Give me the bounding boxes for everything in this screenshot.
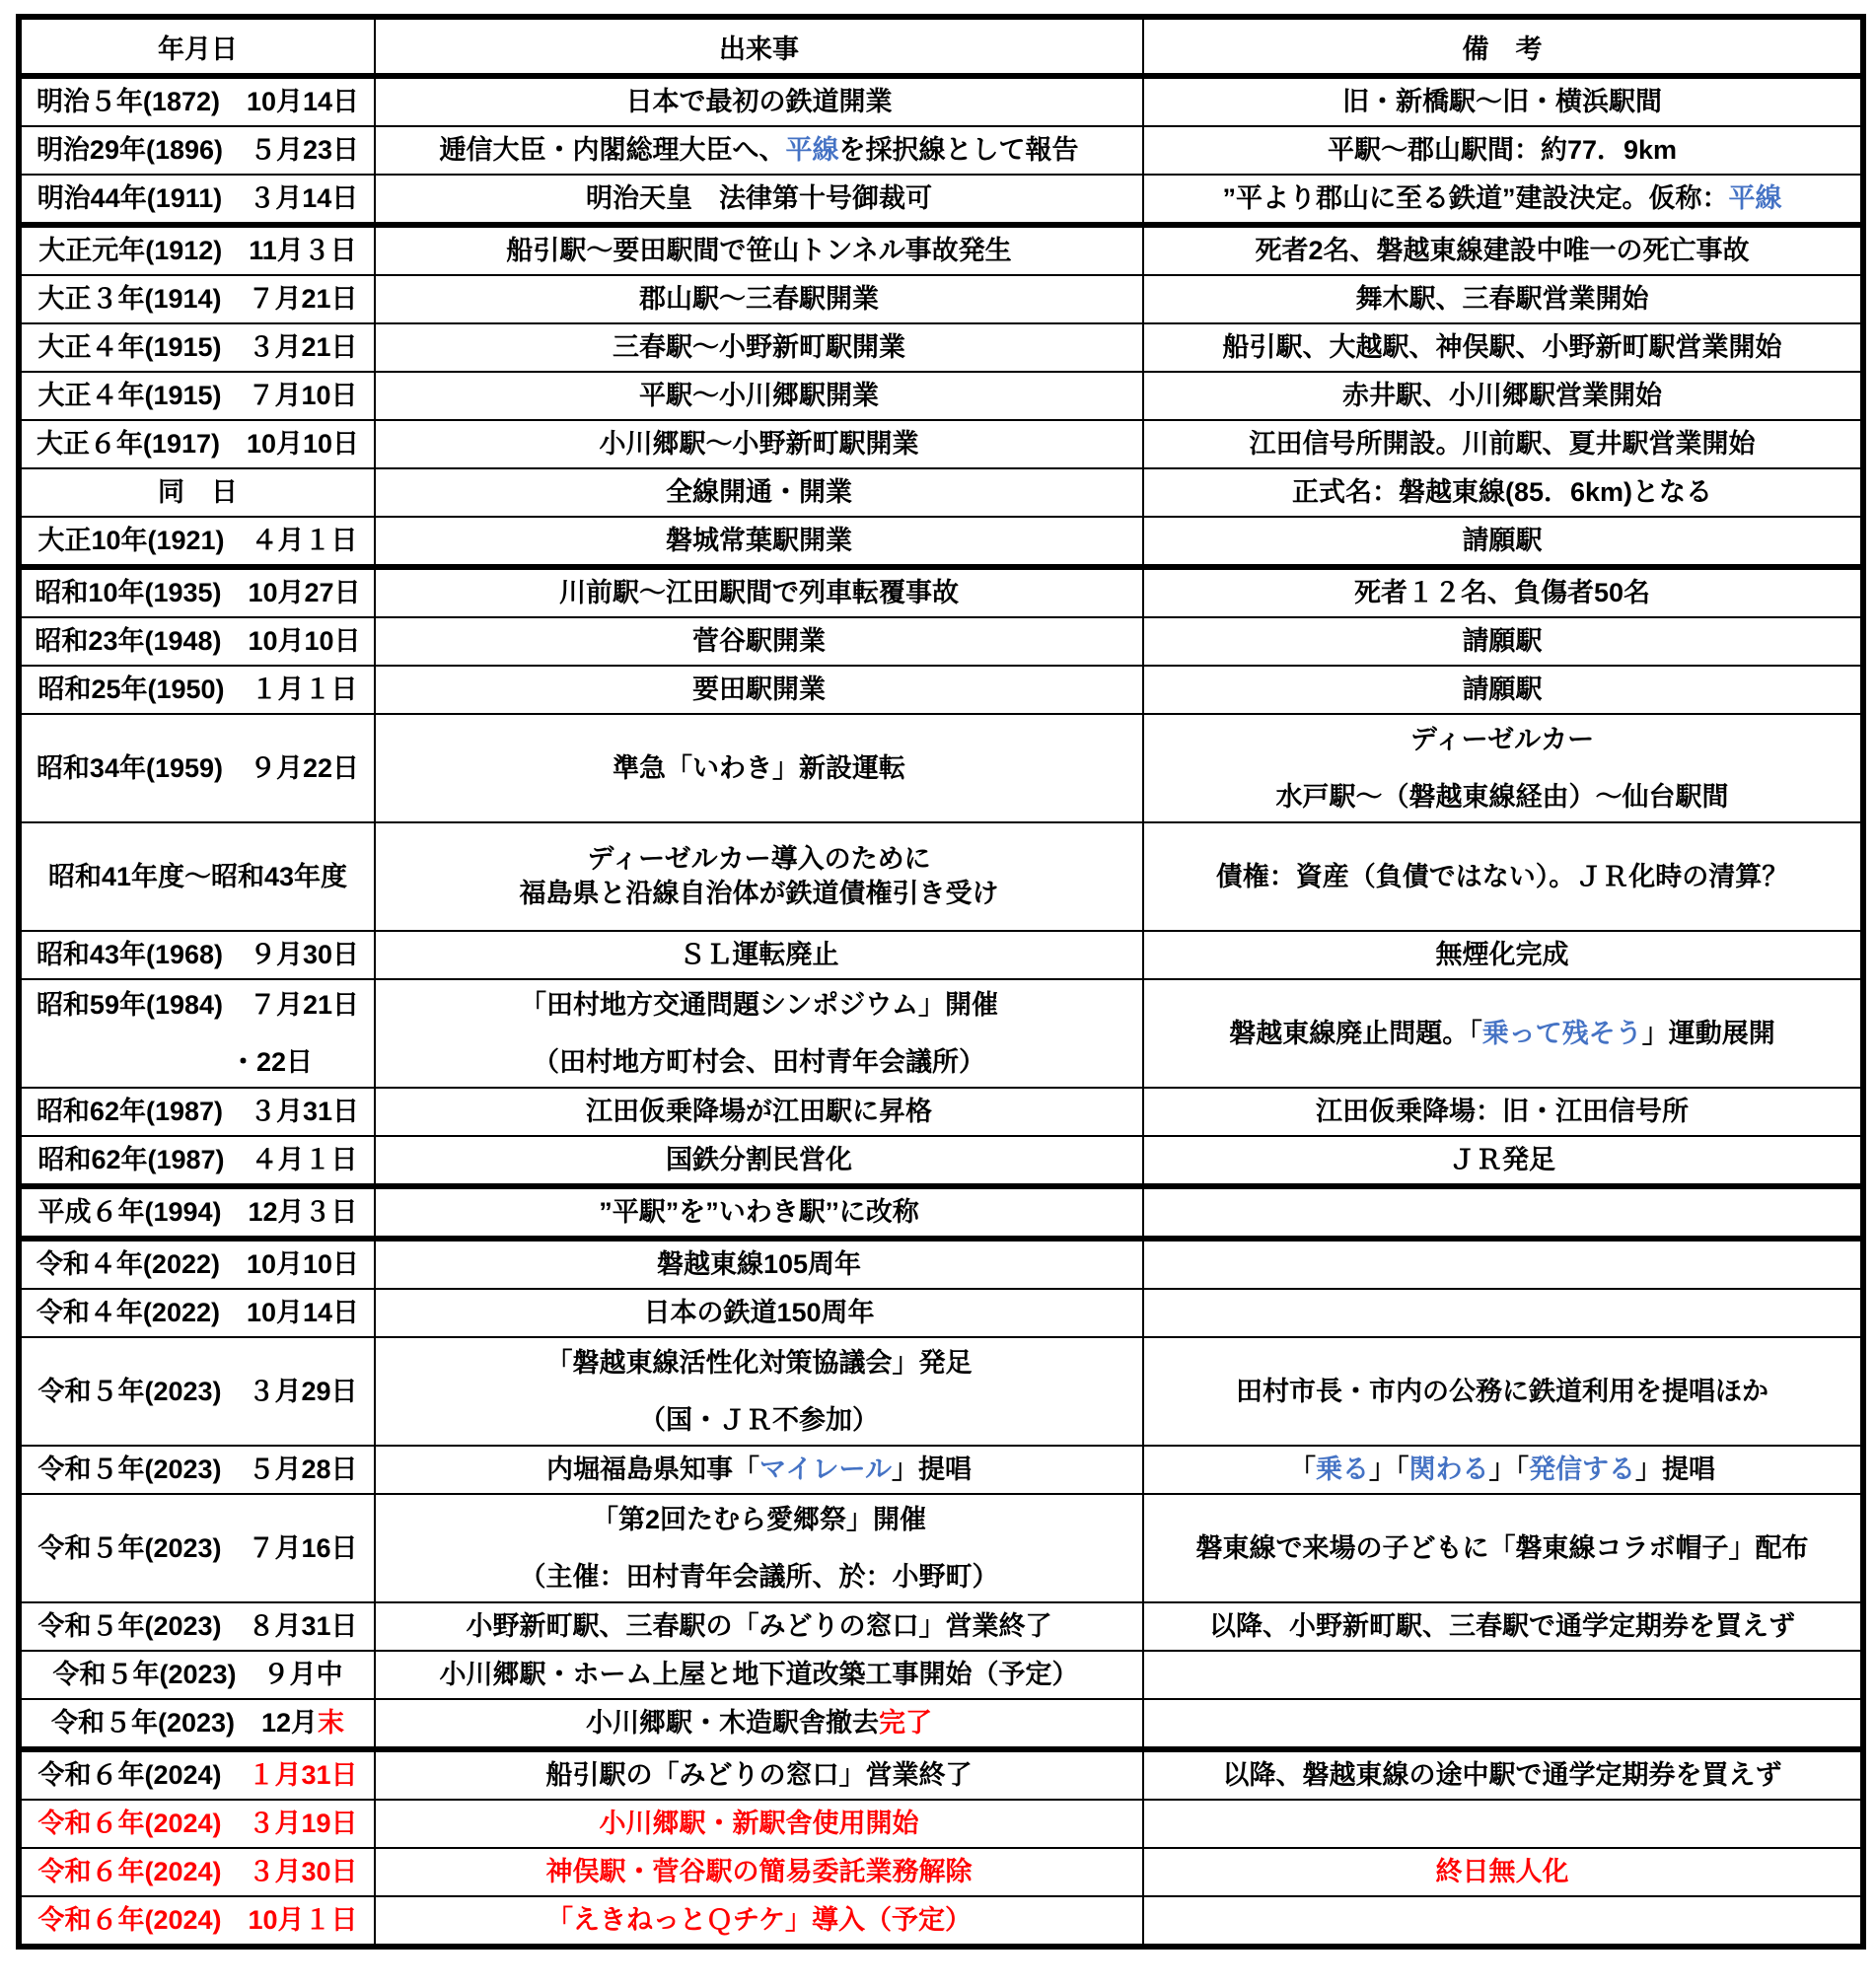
cell-text-line: （主催：田村青年会議所、於：小野町） — [519, 1561, 999, 1592]
table-row — [19, 1186, 1863, 1239]
remark-cell — [1143, 275, 1863, 323]
date-cell — [19, 1494, 375, 1602]
table-row — [19, 323, 1863, 372]
cell-text-line: 大正10年(1921) ４月１日 — [37, 526, 358, 556]
cell-text-line: 終日無人化 — [1435, 1857, 1569, 1887]
cell-text-line: 明治44年(1911) ３月14日 — [36, 183, 359, 214]
table-row — [19, 76, 1863, 126]
date-cell — [19, 225, 375, 275]
event-cell — [375, 1602, 1143, 1651]
remark-cell — [1143, 617, 1863, 666]
event-cell — [375, 1186, 1143, 1239]
cell-text-line: 令和５年(2023) ３月29日 — [37, 1376, 358, 1406]
cell-text-line: 令和５年(2023) ８月31日 — [37, 1611, 358, 1642]
cell-text-line: 日本で最初の鉄道開業 — [625, 87, 893, 117]
date-cell — [19, 567, 375, 617]
remark-cell — [1143, 1446, 1863, 1494]
date-cell — [19, 714, 375, 822]
cell-text-line: 明治天皇 法律第十号御裁可 — [586, 183, 932, 214]
remark-cell — [1143, 1699, 1863, 1749]
cell-text-line: 無煙化完成 — [1435, 940, 1569, 970]
date-cell — [19, 666, 375, 714]
remark-cell — [1143, 931, 1863, 979]
event-cell — [375, 517, 1143, 567]
cell-text-line: 債権：資産（負債ではない）。ＪＲ化時の清算？ — [1215, 861, 1789, 891]
cell-text-line: 「第2回たむら愛郷祭」開催 — [591, 1505, 926, 1534]
event-cell — [375, 1136, 1143, 1186]
event-cell — [375, 1239, 1143, 1289]
table-row — [19, 372, 1863, 420]
table-row — [19, 1494, 1863, 1602]
cell-text-line: （国・ＪＲ不参加） — [639, 1404, 879, 1435]
cell-text-line: 全線開通・開業 — [666, 477, 852, 508]
cell-text-line: 田村市長・市内の公務に鉄道利用を提唱ほか — [1236, 1376, 1768, 1406]
cell-text-line: 昭和59年(1984) ７月21日 — [36, 990, 360, 1020]
table-row — [19, 1800, 1863, 1848]
table-row — [19, 1896, 1863, 1947]
cell-text-line: 令和６年(2024) １月31日 — [37, 1760, 358, 1791]
table-row — [19, 567, 1863, 617]
cell-text-line: 以降、磐越東線の途中駅で通学定期券を買えず — [1222, 1760, 1782, 1791]
cell-text-line: 準急「いわき」新設運転 — [613, 752, 905, 783]
cell-text-line: 「田村地方交通問題シンポジウム」開催 — [519, 990, 999, 1020]
cell-text-line: 船引駅の「みどりの窓口」営業終了 — [545, 1760, 973, 1791]
cell-text-line: 令和５年(2023) ９月中 — [52, 1660, 343, 1690]
cell-text-line: 死者１２名、負傷者50名 — [1353, 578, 1651, 608]
cell-text-line: 大正３年(1914) ７月21日 — [37, 284, 358, 315]
date-cell — [19, 175, 375, 225]
table-row — [19, 225, 1863, 275]
event-cell — [375, 323, 1143, 372]
remark-cell — [1143, 1136, 1863, 1186]
date-cell — [19, 617, 375, 666]
date-cell — [19, 1186, 375, 1239]
cell-text-line: 郡山駅～三春駅開業 — [639, 284, 879, 315]
cell-text-line: 船引駅～要田駅間で笹山トンネル事故発生 — [506, 236, 1012, 266]
cell-text-line: 大正元年(1912) 11月３日 — [38, 236, 357, 266]
table-row — [19, 1088, 1863, 1136]
cell-text-line: 平駅～小川郷駅開業 — [639, 381, 879, 411]
column-header-date: 年月日 — [19, 17, 375, 76]
cell-text-line: 磐越東線廃止問題。「乗って残そう」運動展開 — [1229, 1018, 1775, 1048]
cell-text-line: 川前駅～江田駅間で列車転覆事故 — [559, 578, 959, 608]
cell-text-line: 昭和23年(1948) 10月10日 — [35, 626, 361, 657]
column-header-remark: 備 考 — [1143, 17, 1863, 76]
cell-text-line: 令和６年(2024) ３月19日 — [37, 1809, 358, 1839]
date-cell — [19, 1848, 375, 1896]
event-cell — [375, 617, 1143, 666]
table-header — [19, 17, 1863, 76]
cell-text-line: 江田仮乗降場が江田駅に昇格 — [586, 1097, 932, 1127]
cell-text-line: 昭和10年(1935) 10月27日 — [35, 578, 361, 608]
cell-text-line: ＳＬ運転廃止 — [679, 940, 839, 970]
event-cell — [375, 666, 1143, 714]
date-cell — [19, 1446, 375, 1494]
cell-text-line: 昭和41年度～昭和43年度 — [47, 861, 348, 891]
cell-text-line: 小川郷駅～小野新町駅開業 — [599, 429, 919, 460]
cell-text-line: 昭和62年(1987) ４月１日 — [37, 1145, 358, 1175]
cell-text-line: 日本の鉄道150周年 — [643, 1298, 875, 1328]
cell-text-line: 令和５年(2023) 12月末 — [50, 1708, 345, 1739]
remark-cell — [1143, 76, 1863, 126]
event-cell — [375, 1800, 1143, 1848]
date-cell — [19, 979, 375, 1088]
cell-text-line: 国鉄分割民営化 — [666, 1145, 852, 1175]
event-cell — [375, 225, 1143, 275]
cell-text-line: 小川郷駅・ホーム上屋と地下道改築工事開始（予定） — [439, 1660, 1079, 1690]
cell-text-line: 福島県と沿線自治体が鉄道債権引き受け — [519, 879, 999, 908]
remark-cell — [1143, 979, 1863, 1088]
table-row — [19, 1848, 1863, 1896]
date-cell — [19, 1337, 375, 1446]
remark-cell — [1143, 1494, 1863, 1602]
remark-cell — [1143, 1800, 1863, 1848]
cell-text-line: （田村地方町村会、田村青年会議所） — [533, 1046, 985, 1077]
table-row — [19, 666, 1863, 714]
table-row — [19, 1651, 1863, 1699]
table-row — [19, 1749, 1863, 1800]
remark-cell — [1143, 1289, 1863, 1337]
remark-cell — [1143, 1651, 1863, 1699]
event-cell — [375, 1699, 1143, 1749]
cell-text-line: 正式名：磐越東線(85．6km)となる — [1291, 477, 1713, 508]
cell-text-line: 大正４年(1915) ３月21日 — [37, 332, 358, 363]
cell-text-line: 水戸駅～（磐越東線経由）～仙台駅間 — [1275, 781, 1729, 812]
event-cell — [375, 822, 1143, 931]
table-row — [19, 126, 1863, 175]
remark-cell — [1143, 517, 1863, 567]
event-cell — [375, 420, 1143, 468]
cell-text-line: ・22日 — [229, 1046, 313, 1077]
cell-text-line: 「磐越東線活性化対策協議会」発足 — [545, 1348, 973, 1378]
table-row — [19, 1446, 1863, 1494]
remark-cell — [1143, 175, 1863, 225]
date-cell — [19, 1088, 375, 1136]
cell-text-line: 請願駅 — [1462, 674, 1543, 705]
cell-text-line: 江田仮乗降場：旧・江田信号所 — [1316, 1097, 1689, 1127]
remark-cell — [1143, 822, 1863, 931]
cell-text-line: 大正６年(1917) 10月10日 — [36, 429, 360, 460]
date-cell — [19, 372, 375, 420]
event-cell — [375, 76, 1143, 126]
cell-text-line: 小野新町駅、三春駅の「みどりの窓口」営業終了 — [466, 1611, 1052, 1642]
remark-cell — [1143, 1239, 1863, 1289]
table-row — [19, 517, 1863, 567]
cell-text-line: 磐城常葉駅開業 — [666, 526, 852, 556]
cell-text-line: 平駅～郡山駅間：約77．9km — [1327, 135, 1678, 166]
header-row — [19, 17, 1863, 76]
date-cell — [19, 468, 375, 517]
event-cell — [375, 468, 1143, 517]
cell-text-line: 令和４年(2022) 10月10日 — [36, 1249, 360, 1280]
event-cell — [375, 1289, 1143, 1337]
remark-cell — [1143, 1088, 1863, 1136]
table-row — [19, 1699, 1863, 1749]
table-row — [19, 1239, 1863, 1289]
date-cell — [19, 1239, 375, 1289]
timeline-table-body — [19, 76, 1863, 1947]
cell-text-line: ＪＲ発足 — [1449, 1145, 1555, 1175]
cell-text-line: 令和５年(2023) ７月16日 — [37, 1532, 358, 1563]
timeline-table — [16, 14, 1866, 1950]
cell-text-line: 昭和25年(1950) １月１日 — [37, 674, 358, 705]
remark-cell — [1143, 714, 1863, 822]
date-cell — [19, 420, 375, 468]
remark-cell — [1143, 126, 1863, 175]
table-row — [19, 931, 1863, 979]
cell-text-line: 旧・新橋駅～旧・横浜駅間 — [1342, 87, 1662, 117]
cell-text-line: 以降、小野新町駅、三春駅で通学定期券を買えず — [1209, 1611, 1795, 1642]
cell-text-line: 磐東線で来場の子どもに「磐東線コラボ帽子」配布 — [1195, 1532, 1809, 1563]
table-row — [19, 1602, 1863, 1651]
table-row — [19, 275, 1863, 323]
date-cell — [19, 822, 375, 931]
cell-text-line: 三春駅～小野新町駅開業 — [613, 332, 905, 363]
date-cell — [19, 323, 375, 372]
remark-cell — [1143, 567, 1863, 617]
cell-text-line: 舞木駅、三春駅営業開始 — [1355, 284, 1649, 315]
event-cell — [375, 1088, 1143, 1136]
cell-text-line: 逓信大臣・内閣総理大臣へ、平線を採択線として報告 — [439, 135, 1079, 166]
table-row — [19, 714, 1863, 822]
cell-text-line: 赤井駅、小川郷駅営業開始 — [1342, 381, 1662, 411]
remark-cell — [1143, 1749, 1863, 1800]
date-cell — [19, 1289, 375, 1337]
remark-cell — [1143, 666, 1863, 714]
cell-text-line: 小川郷駅・木造駅舎撤去完了 — [586, 1708, 932, 1739]
table-row — [19, 1289, 1863, 1337]
cell-text-line: 小川郷駅・新駅舎使用開始 — [599, 1809, 919, 1839]
date-cell — [19, 1800, 375, 1848]
cell-text-line: 明治29年(1896) ５月23日 — [36, 135, 360, 166]
date-cell — [19, 1651, 375, 1699]
cell-text-line: 令和４年(2022) 10月14日 — [36, 1298, 360, 1328]
date-cell — [19, 275, 375, 323]
date-cell — [19, 1699, 375, 1749]
event-cell — [375, 1848, 1143, 1896]
event-cell — [375, 1446, 1143, 1494]
remark-cell — [1143, 420, 1863, 468]
date-cell — [19, 931, 375, 979]
cell-text-line: 請願駅 — [1462, 526, 1543, 556]
event-cell — [375, 714, 1143, 822]
date-cell — [19, 76, 375, 126]
event-cell — [375, 1651, 1143, 1699]
cell-text-line: 神俣駅・菅谷駅の簡易委託業務解除 — [545, 1857, 973, 1887]
cell-text-line: 「えきねっとＱチケ」導入（予定） — [546, 1905, 972, 1936]
remark-cell — [1143, 1337, 1863, 1446]
cell-text-line: 令和５年(2023) ５月28日 — [37, 1455, 358, 1485]
remark-cell — [1143, 323, 1863, 372]
cell-text-line: 内堀福島県知事「マイレール」提唱 — [546, 1455, 972, 1485]
cell-text-line: 令和６年(2024) 10月１日 — [37, 1905, 358, 1936]
table-row — [19, 420, 1863, 468]
event-cell — [375, 979, 1143, 1088]
column-header-event: 出来事 — [375, 17, 1143, 76]
table-row — [19, 175, 1863, 225]
cell-text-line: 昭和43年(1968) ９月30日 — [36, 940, 360, 970]
event-cell — [375, 1494, 1143, 1602]
date-cell — [19, 1136, 375, 1186]
event-cell — [375, 1896, 1143, 1947]
cell-text-line: 平成６年(1994) 12月３日 — [37, 1197, 358, 1228]
table-row — [19, 1136, 1863, 1186]
cell-text-line: 同 日 — [158, 477, 238, 508]
date-cell — [19, 1749, 375, 1800]
remark-cell — [1143, 1848, 1863, 1896]
event-cell — [375, 1749, 1143, 1800]
cell-text-line: 昭和34年(1959) ９月22日 — [36, 752, 360, 783]
cell-text-line: 明治５年(1872) 10月14日 — [36, 87, 360, 117]
event-cell — [375, 372, 1143, 420]
remark-cell — [1143, 1602, 1863, 1651]
date-cell — [19, 1602, 375, 1651]
cell-text-line: 菅谷駅開業 — [692, 626, 826, 657]
table-row — [19, 822, 1863, 931]
event-cell — [375, 275, 1143, 323]
table-row — [19, 468, 1863, 517]
event-cell — [375, 567, 1143, 617]
cell-text-line: ”平より郡山に至る鉄道”建設決定。仮称：平線 — [1222, 183, 1782, 214]
cell-text-line: 死者2名、磐越東線建設中唯一の死亡事故 — [1255, 236, 1750, 266]
cell-text-line: 磐越東線105周年 — [656, 1249, 862, 1280]
table-row — [19, 1337, 1863, 1446]
cell-text-line: 大正４年(1915) ７月10日 — [37, 381, 358, 411]
remark-cell — [1143, 225, 1863, 275]
remark-cell — [1143, 372, 1863, 420]
remark-cell — [1143, 1896, 1863, 1947]
cell-text-line: ディーゼルカー導入のために — [587, 843, 931, 874]
cell-text-line: 請願駅 — [1462, 626, 1543, 657]
cell-text-line: ディーゼルカー — [1409, 725, 1595, 754]
remark-cell — [1143, 1186, 1863, 1239]
event-cell — [375, 931, 1143, 979]
cell-text-line: ”平駅”を”いわき駅’’に改称 — [599, 1197, 919, 1228]
date-cell — [19, 126, 375, 175]
cell-text-line: 要田駅開業 — [692, 674, 826, 705]
cell-text-line: 船引駅、大越駅、神俣駅、小野新町駅営業開始 — [1222, 332, 1782, 363]
table-row — [19, 979, 1863, 1088]
date-cell — [19, 517, 375, 567]
event-cell — [375, 1337, 1143, 1446]
remark-cell — [1143, 468, 1863, 517]
cell-text-line: 江田信号所開設。川前駅、夏井駅営業開始 — [1249, 429, 1756, 460]
event-cell — [375, 126, 1143, 175]
cell-text-line: 令和６年(2024) ３月30日 — [37, 1857, 358, 1887]
event-cell — [375, 175, 1143, 225]
cell-text-line: 昭和62年(1987) ３月31日 — [36, 1097, 360, 1127]
cell-text-line: 「乗る」「関わる」「発信する」提唱 — [1289, 1455, 1715, 1485]
table-row — [19, 617, 1863, 666]
date-cell — [19, 1896, 375, 1947]
